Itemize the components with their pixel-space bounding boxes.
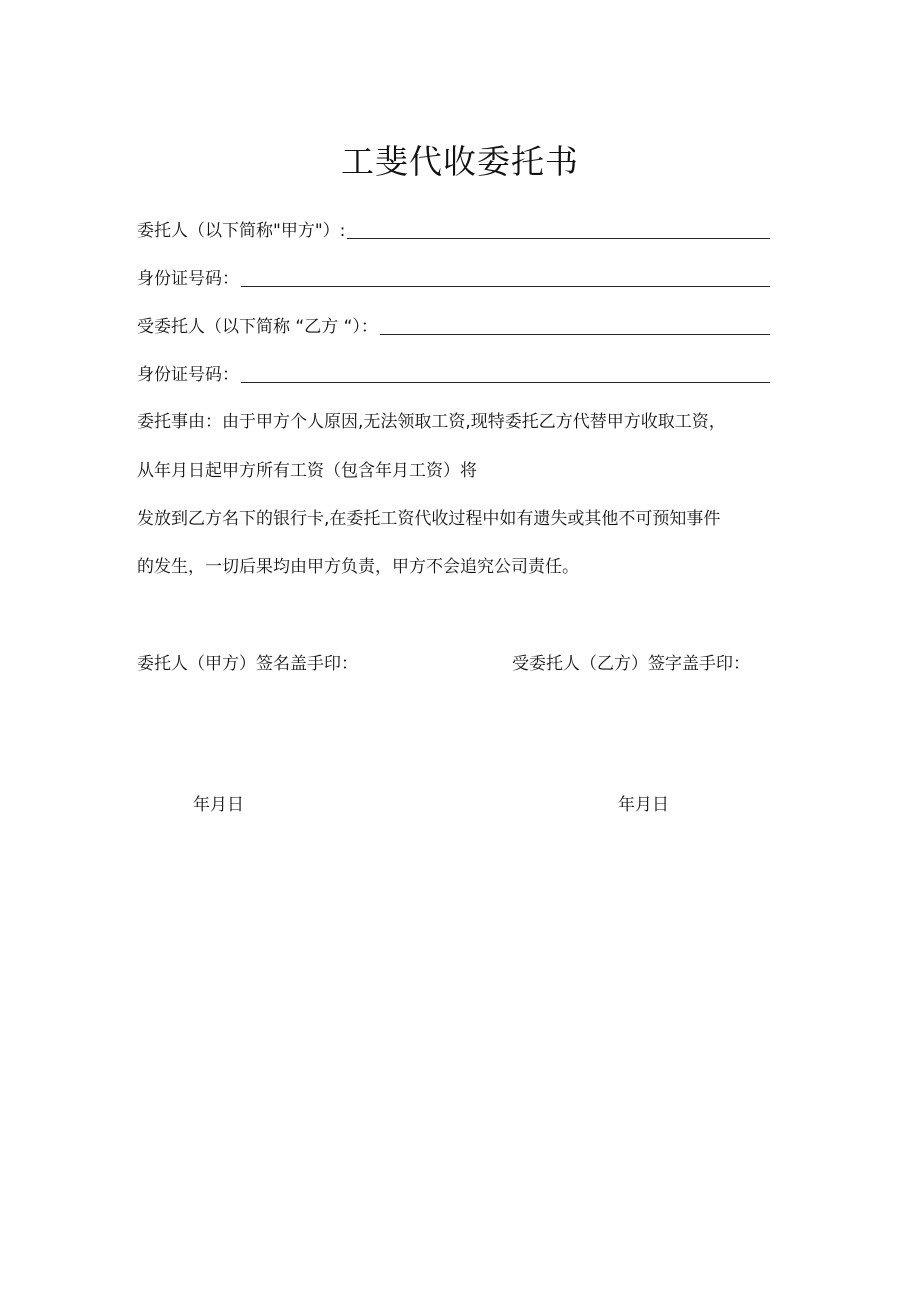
principal-name-field <box>137 218 770 242</box>
agent-id-label: 身份证号码： <box>137 365 239 385</box>
party-b-date: 年月日 <box>618 795 669 815</box>
agent-id-field <box>137 362 770 386</box>
reason-line-1: 委托事由：由于甲方个人原因,无法领取工资,现特委托乙方代替甲方收取工资， <box>137 412 726 432</box>
principal-name-label: 委托人（以下简称"甲方"）: <box>137 221 346 241</box>
principal-id-label: 身份证号码： <box>137 269 239 289</box>
agent-name-blank <box>380 333 770 335</box>
agent-name-label: 受委托人（以下简称 “乙方 “）： <box>137 317 378 337</box>
party-a-date: 年月日 <box>193 795 244 815</box>
party-b-signature-label: 受委托人（乙方）签字盖手印： <box>512 654 750 674</box>
reason-line-3: 发放到乙方名下的银行卡,在委托工资代收过程中如有遗失或其他不可预知事件 <box>137 509 721 529</box>
principal-id-blank <box>241 285 770 287</box>
agent-name-field <box>137 314 770 338</box>
principal-id-field <box>137 266 770 290</box>
party-a-signature-label: 委托人（甲方）签名盖手印： <box>137 654 358 674</box>
reason-line-4: 的发生，一切后果均由甲方负责，甲方不会追究公司责任。 <box>137 557 579 577</box>
principal-name-blank <box>347 237 770 239</box>
reason-line-2: 从年月日起甲方所有工资（包含年月工资）将 <box>137 461 477 481</box>
agent-id-blank <box>241 381 770 383</box>
document-title: 工斐代收委托书 <box>341 142 579 181</box>
